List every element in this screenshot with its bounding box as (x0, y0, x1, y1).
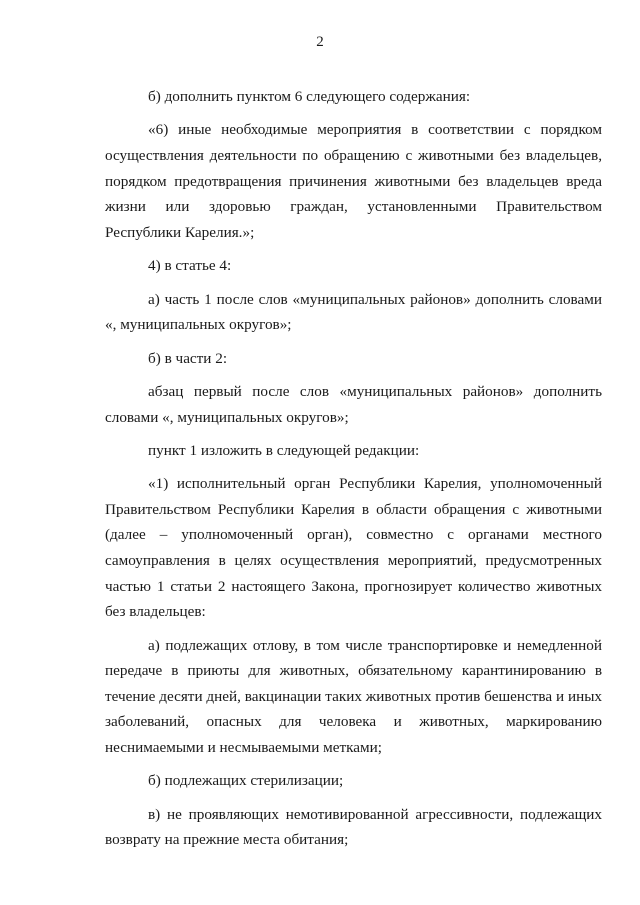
paragraph-6: абзац первый после слов «муниципальных районов» дополнить словами «, муниципальных округов»; (105, 382, 602, 426)
page-number: 2 (316, 34, 324, 50)
paragraph-1: б) дополнить пунктом 6 следующего содержания: (148, 88, 471, 105)
paragraph-4: а) часть 1 после слов «муниципальных районов» дополнить словами «, муниципальных округов»; (105, 290, 602, 334)
document-body (105, 84, 602, 853)
paragraph-3: 4) в статье 4: (148, 257, 232, 275)
paragraph-8: «1) исполнительный орган Республики Карелия, уполномоченный Правительством Республики Карелия в области обращения с животными (далее – уполномоченный орган), совместно с органами местного самоуправления в целях осуществления мероприятий, предусмотренных частью 1 статьи 2 настоящего Закона, прогнозирует количество животных без владельцев: (105, 475, 602, 621)
paragraph-5: б) в части 2: (148, 349, 228, 367)
paragraph-7: пункт 1 изложить в следующей редакции: (148, 441, 420, 459)
paragraph-9: а) подлежащих отлову, в том числе транспортировке и немедленной передаче в приюты для животных, обязательному карантинированию в течение десяти дней, вакцинации таких животных против бешенства и иных заболеваний, опасных для человека и животных, маркированию неснимаемыми и несмываемыми метками; (105, 636, 602, 757)
paragraph-2: «6) иные необходимые мероприятия в соответствии с порядком осуществления деятельности по обращению с животными без владельцев, порядком предотвращения причинения животными без владельцев вреда жизни или здоровью граждан, установленными Правительством Республики Карелия.»; (105, 121, 602, 241)
paragraph-10: б) подлежащих стерилизации; (148, 772, 344, 790)
paragraph-11: в) не проявляющих немотивированной агрессивности, подлежащих возврату на прежние места обитания; (105, 805, 602, 849)
